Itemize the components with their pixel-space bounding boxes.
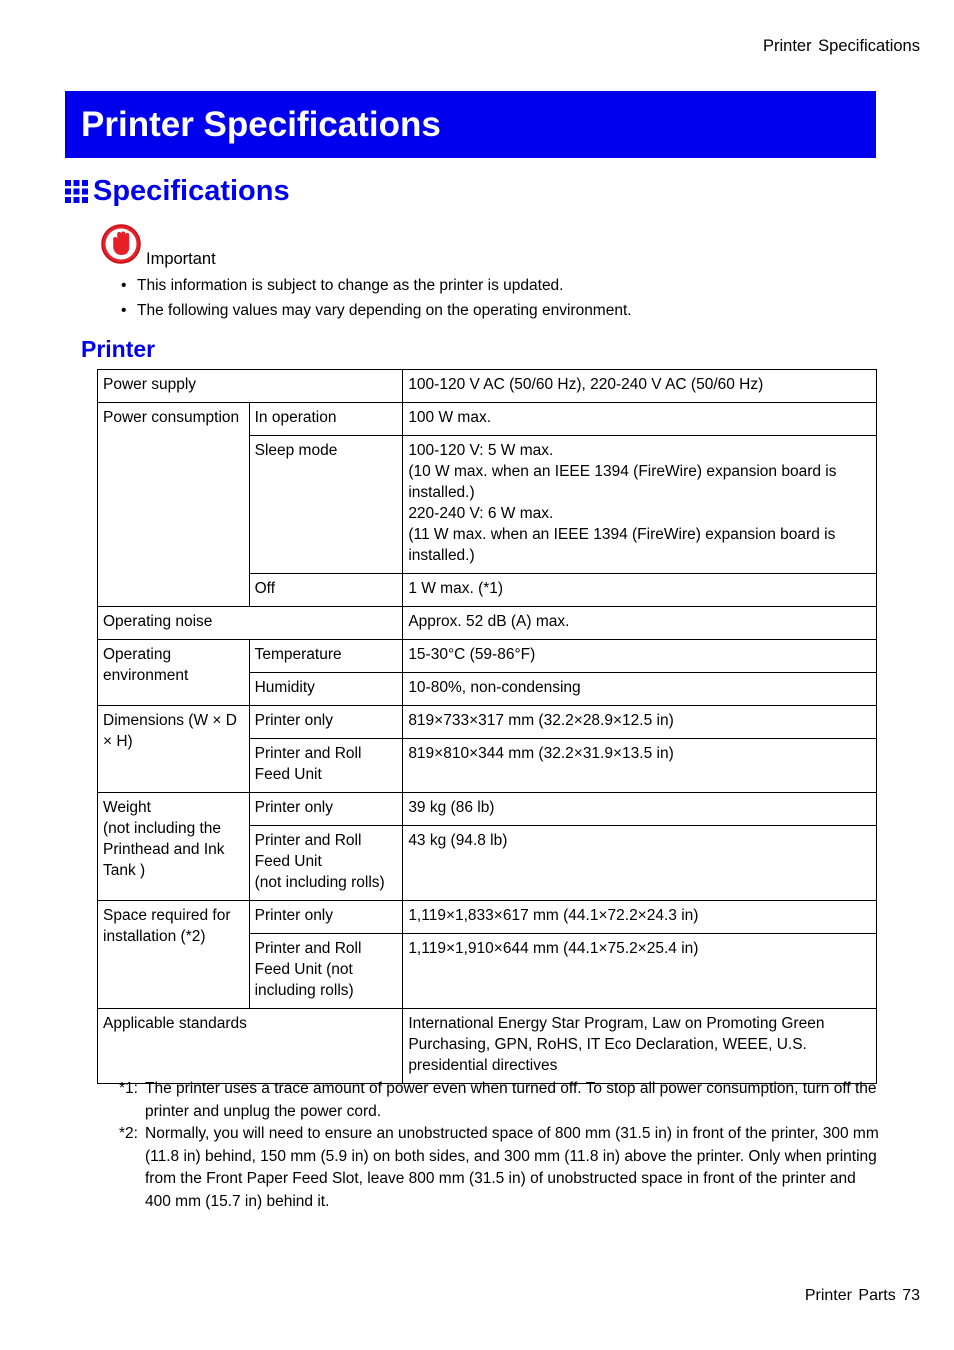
bullet-item: • This information is subject to change as the printer is updated. [118,276,632,301]
table-row [98,640,877,673]
footnote-mark: *1: [119,1080,138,1097]
table-row [98,607,877,640]
sub-label: Temperature [249,640,403,673]
row-label: Weight (not including the Printhead and Ink Tank ) [98,793,250,901]
table-row [98,706,877,739]
section-title: Specifications [93,175,290,207]
row-value: 43 kg (94.8 lb) [403,826,877,901]
sub-label: Printer and Roll Feed Unit (not including rolls) [249,826,403,901]
grid-icon [65,180,88,203]
footnote [119,1078,879,1123]
page-title: Printer Specifications [81,105,441,144]
footnote-text: The printer uses a trace amount of power even when turned off. To stop all power consumption, turn off the printer and unplug the power cord. [145,1080,877,1120]
row-value: International Energy Star Program, Law on Promoting Green Purchasing, GPN, RoHS, IT Eco Declaration, WEEE, U.S. presidential directives [403,1009,877,1084]
page-number: 73 [902,1287,920,1304]
row-value: 100-120 V AC (50/60 Hz), 220-240 V AC (50/60 Hz) [403,370,877,403]
row-value: 819×733×317 mm (32.2×28.9×12.5 in) [403,706,877,739]
footnote-mark: *2: [119,1125,138,1143]
footnote [119,1123,879,1213]
row-value: 1,119×1,910×644 mm (44.1×75.2×25.4 in) [403,934,877,1009]
row-label: Power consumption [98,403,250,607]
title-bar [65,91,876,158]
row-label: Operating noise [98,607,403,640]
row-value: 39 kg (86 lb) [403,793,877,826]
sub-label: Printer only [249,901,403,934]
footnotes [119,1078,879,1214]
row-value: 100-120 V: 5 W max. (10 W max. when an IEEE 1394 (FireWire) expansion board is installed.) 220-240 V: 6 W max. (11 W max. when an IEEE 1394 (FireWire) expansion board is installed.) [403,436,877,574]
footnote-text: Normally, you will need to ensure an unobstructed space of 800 mm (31.5 in) in front of the printer, 300 mm (11.8 in) behind, 150 mm (5.9 in) on both sides, and 300 mm (11.8 in) above the printer. Only when printing from the Front Paper Feed Slot, leave 800 mm (31.5 in) of unobstructed space in front of the printer and 400 mm (15.7 in) behind it. [145,1125,879,1210]
table-row [98,793,877,826]
table-row [98,403,877,436]
sub-label: Printer only [249,706,403,739]
sub-label: Printer only [249,793,403,826]
section-heading [65,175,290,208]
table-row [98,1009,877,1084]
table-row [98,901,877,934]
sub-label: Printer and Roll Feed Unit (not including rolls) [249,934,403,1009]
page-footer [805,1287,920,1305]
running-header: Printer Specifications [763,37,920,55]
sub-label: Humidity [249,673,403,706]
row-label: Space required for installation (*2) [98,901,250,1009]
row-value: 1,119×1,833×617 mm (44.1×72.2×24.3 in) [403,901,877,934]
row-label: Dimensions (W × D × H) [98,706,250,793]
sub-label: In operation [249,403,403,436]
row-value: Approx. 52 dB (A) max. [403,607,877,640]
table-row [98,370,877,403]
row-value: 819×810×344 mm (32.2×31.9×13.5 in) [403,739,877,793]
important-bullets [118,276,632,325]
important-label: Important [146,250,216,268]
bullet-item: • The following values may vary depending on the operating environment. [118,301,632,326]
raised-hand-icon [100,223,142,265]
footer-section: Printer Parts [804,1287,896,1304]
sub-label: Printer and Roll Feed Unit [249,739,403,793]
specifications-table [97,369,877,1084]
row-value: 15-30°C (59-86°F) [403,640,877,673]
row-label: Applicable standards [98,1009,403,1084]
sub-label: Sleep mode [249,436,403,574]
row-value: 10-80%, non-condensing [403,673,877,706]
subsection-title: Printer [81,336,156,362]
row-label: Operating environment [98,640,250,706]
row-value: 1 W max. (*1) [403,574,877,607]
sub-label: Off [249,574,403,607]
row-value: 100 W max. [403,403,877,436]
row-label: Power supply [98,370,403,403]
